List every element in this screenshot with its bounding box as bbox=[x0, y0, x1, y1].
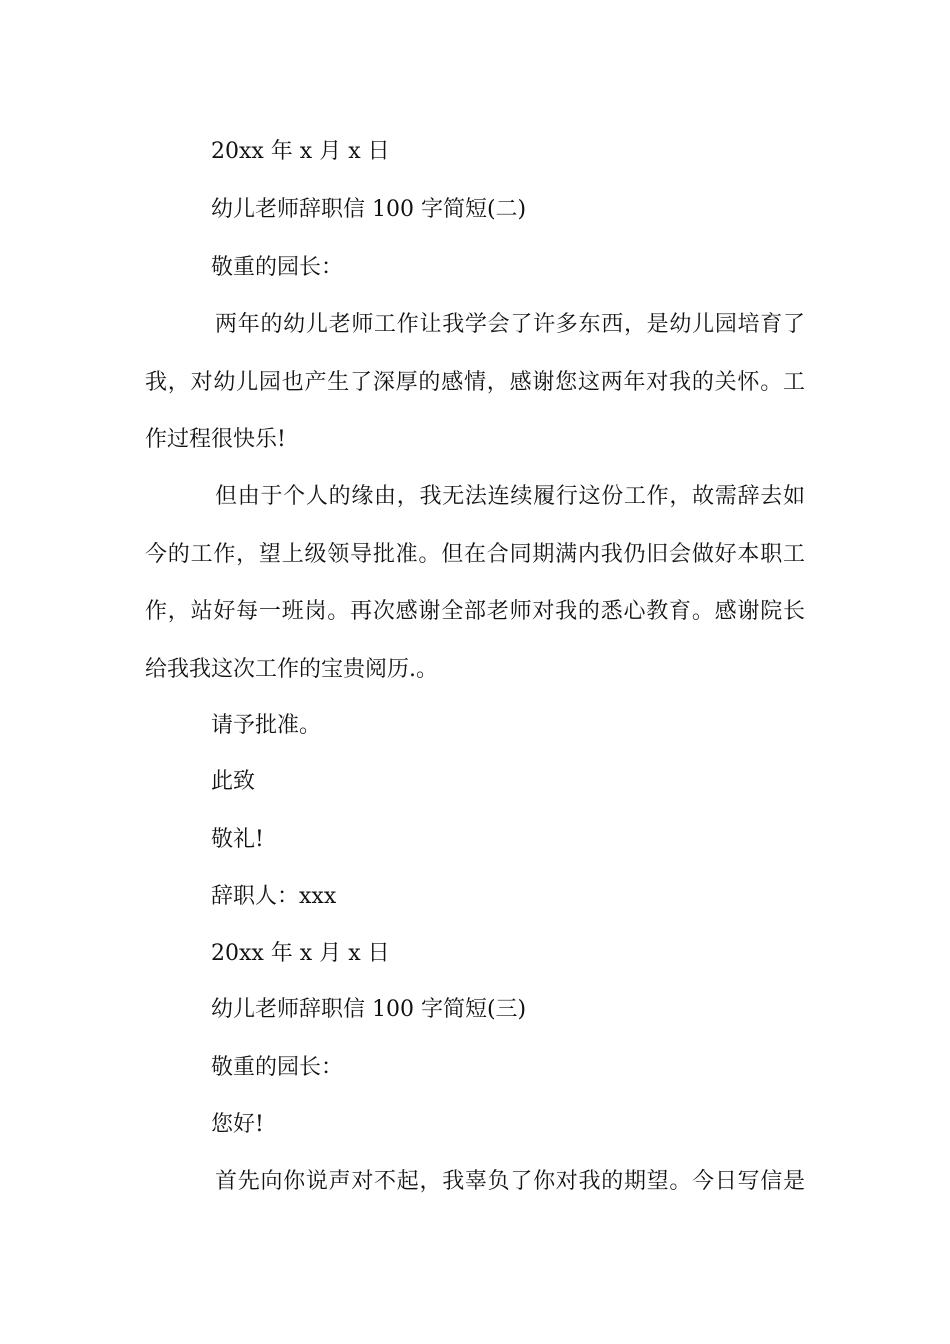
letter2-para1-line2: 我，对幼儿园也产生了深厚的感情，感谢您这两年对我的关怀。工 bbox=[145, 370, 805, 395]
letter2-para1-line3: 作过程很快乐! bbox=[145, 427, 286, 452]
letter2-para2-line4: 给我我这次工作的宝贵阅历.。 bbox=[145, 657, 438, 682]
letter2-closing1: 此致 bbox=[211, 769, 256, 794]
letter2-request: 请予批准。 bbox=[211, 713, 322, 738]
letter3-para1-line1: 首先向你说声对不起，我辜负了你对我的期望。今日写信是 bbox=[215, 1169, 805, 1194]
letter2-closing2: 敬礼! bbox=[211, 827, 264, 852]
letter2-date: 20xx 年 x 月 x 日 bbox=[211, 941, 390, 966]
letter2-para2-line1: 但由于个人的缘由，我无法连续履行这份工作，故需辞去如 bbox=[215, 484, 805, 509]
letter2-salutation: 敬重的园长： bbox=[211, 255, 344, 280]
letter3-title: 幼儿老师辞职信 100 字简短(三) bbox=[211, 997, 527, 1022]
letter3-greeting: 您好! bbox=[211, 1112, 264, 1137]
letter2-para1-line1: 两年的幼儿老师工作让我学会了许多东西，是幼儿园培育了 bbox=[215, 312, 805, 337]
letter2-para2-line2: 今的工作，望上级领导批准。但在合同期满内我仍旧会做好本职工 bbox=[145, 542, 805, 567]
letter2-title: 幼儿老师辞职信 100 字简短(二) bbox=[211, 197, 527, 222]
letter3-salutation: 敬重的园长： bbox=[211, 1055, 344, 1080]
letter1-date: 20xx 年 x 月 x 日 bbox=[211, 139, 390, 164]
letter2-signer: 辞职人：xxx bbox=[211, 884, 337, 909]
letter2-para2-line3: 作，站好每一班岗。再次感谢全部老师对我的悉心教育。感谢院长 bbox=[145, 599, 805, 624]
